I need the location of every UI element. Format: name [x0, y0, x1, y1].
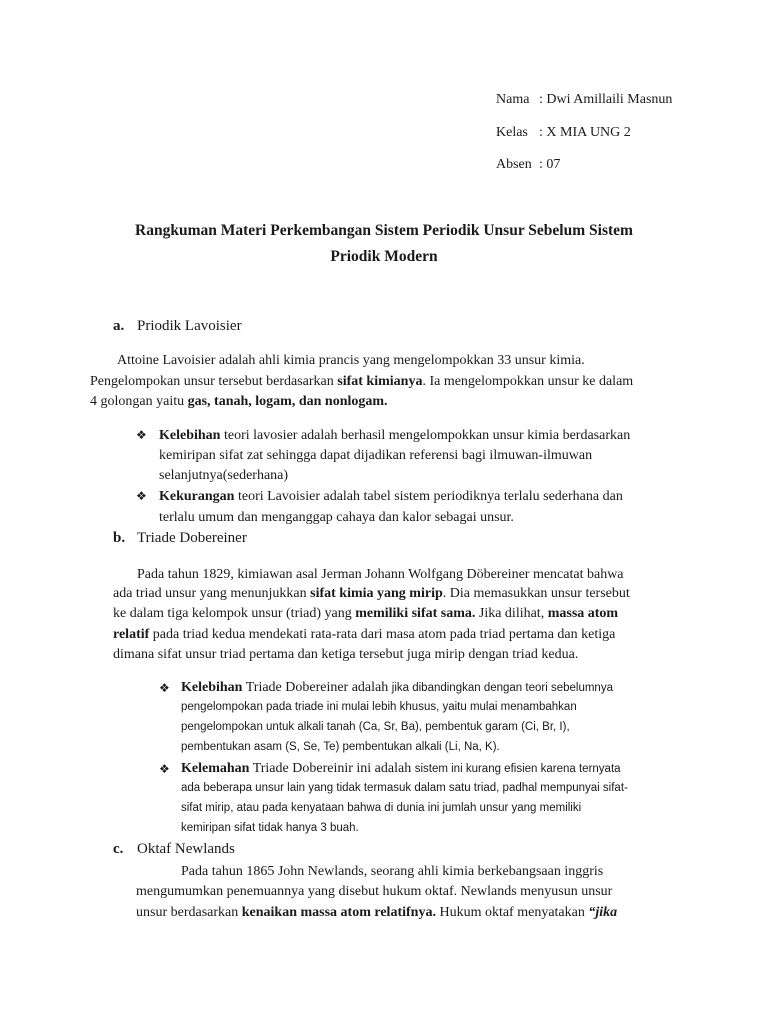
title-line-2: Priodik Modern: [330, 248, 438, 265]
section-b-bullet-2-line-4: kemiripan sifat tidak hanya 3 buah.: [181, 822, 359, 834]
emphasis-kenaikan-massa: kenaikan massa atom relatifnya.: [241, 905, 436, 920]
page-title: [80, 218, 688, 270]
section-a-bullet-2-line-2: terlalu umum dan menganggap cahaya dan kalor sebagai unsur.: [159, 510, 514, 525]
section-c-para-line-3: unsur berdasarkan kenaikan massa atom relatifnya. Hukum oktaf menyatakan “jika: [136, 905, 618, 920]
section-b-para-line-5: dimana sifat unsur triad pertama dan ketiga tersebut juga mirip dengan triad kedua.: [113, 647, 579, 662]
section-c-title: Oktaf Newlands: [137, 841, 235, 857]
section-a-bullet-1-line-1: Kelebihan teori lavosier adalah berhasil mengelompokkan unsur kimia berdasarkan: [159, 428, 631, 443]
section-a-bullet-1-line-2: kemiripan sifat zat sehingga dapat dijadikan referensi bagi ilmuwan-ilmuwan: [159, 448, 593, 463]
section-b-bullet-1-line-1: Kelebihan Triade Dobereiner adalah jika dibandingkan dengan teori sebelumnya: [181, 680, 613, 695]
section-b-bullet-1-line-4: pembentukan asam (S, Se, Te) pembentukan alkali (Li, Na, K).: [181, 741, 500, 753]
absen-value: : 07: [539, 157, 561, 172]
section-b-bullet-1-line-2: pengelompokan pada triade ini mulai lebih khusus, yaitu mulai menambahkan: [181, 701, 577, 713]
section-c-heading: [113, 841, 235, 858]
kelebihan-label: Kelebihan: [181, 680, 243, 695]
emphasis-sifat-kimia-mirip: sifat kimia yang mirip: [310, 586, 443, 601]
section-b-bullet-2-line-2: ada beberapa unsur lain yang tidak termasuk dalam satu triad, padhal mempunyai sifat-: [181, 782, 628, 794]
section-a-para-line-2: Pengelompokan unsur tersebut berdasarkan sifat kimianya. Ia mengelompokkan unsur ke dalam: [90, 374, 634, 389]
section-b-para-line-1: Pada tahun 1829, kimiawan asal Jerman Johann Wolfgang Döbereiner mencatat bahwa: [137, 567, 624, 582]
emphasis-golongan: gas, tanah, logam, dan nonlogam.: [187, 394, 388, 409]
section-b-heading: [113, 530, 247, 547]
bullet-diamond-icon: ❖: [136, 489, 147, 503]
section-b-title: Triade Dobereiner: [137, 530, 247, 546]
nama-label: Nama: [496, 92, 530, 107]
kekurangan-label: Kekurangan: [159, 489, 235, 504]
bullet-diamond-icon: ❖: [159, 681, 170, 695]
bullet-diamond-icon: ❖: [136, 428, 147, 442]
section-a-title: Priodik Lavoisier: [137, 318, 242, 334]
kelebihan-label: Kelebihan: [159, 428, 221, 443]
section-b-para-line-2: ada triad unsur yang menunjukkan sifat kimia yang mirip. Dia memasukkan unsur tersebut: [113, 586, 630, 601]
section-a-para-line-3: 4 golongan yaitu gas, tanah, logam, dan nonlogam.: [90, 394, 388, 409]
bullet-diamond-icon: ❖: [159, 762, 170, 776]
section-a-heading: [113, 318, 242, 335]
section-a-para-line-1: Attoine Lavoisier adalah ahli kimia prancis yang mengelompokkan 33 unsur kimia.: [117, 353, 585, 368]
section-b-bullet-2-line-3: sifat mirip, atau pada kenyataan bahwa di dunia ini jumlah unsur yang memiliki: [181, 802, 582, 814]
section-c-para-line-1: Pada tahun 1865 John Newlands, seorang ahli kimia berkebangsaan inggris: [181, 864, 604, 879]
section-b-bullet-2-line-1: Kelemahan Triade Dobereinir ini adalah sistem ini kurang efisien karena ternyata: [181, 761, 621, 776]
nama-value: : Dwi Amillaili Masnun: [539, 92, 673, 107]
section-c-para-line-2: mengumumkan penemuannya yang disebut hukum oktaf. Newlands menyusun unsur: [136, 884, 613, 899]
section-b-para-line-4: relatif pada triad kedua mendekati rata-rata dari masa atom pada triad pertama dan ketiga: [113, 627, 616, 642]
section-a-bullet-1-line-3: selanjutnya(sederhana): [159, 468, 289, 483]
section-b-marker: b.: [113, 530, 126, 546]
emphasis-relatif: relatif: [113, 627, 150, 642]
title-line-1: Rangkuman Materi Perkembangan Sistem Periodik Unsur Sebelum Sistem: [135, 222, 633, 239]
section-b-para-line-3: ke dalam tiga kelompok unsur (triad) yang memiliki sifat sama. Jika dilihat, massa atom: [113, 606, 619, 621]
section-a-marker: a.: [113, 318, 125, 334]
section-a-bullet-2-line-1: Kekurangan teori Lavoisier adalah tabel sistem periodiknya terlalu sederhana dan: [159, 489, 623, 504]
emphasis-memiliki-sifat-sama: memiliki sifat sama.: [355, 606, 476, 621]
emphasis-sifat-kimianya: sifat kimianya: [337, 374, 423, 389]
kelas-label: Kelas: [496, 125, 528, 140]
emphasis-massa-atom: massa atom: [547, 606, 619, 621]
section-c-marker: c.: [113, 841, 124, 857]
section-b-bullet-1-line-3: pengelompokan untuk alkali tanah (Ca, Sr, Ba), pembentuk garam (Ci, Br, I),: [181, 721, 570, 733]
kelemahan-label: Kelemahan: [181, 761, 250, 776]
kelas-value: : X MIA UNG 2: [539, 125, 631, 140]
absen-label: Absen: [496, 157, 532, 172]
emphasis-jika: “jika: [588, 905, 618, 920]
